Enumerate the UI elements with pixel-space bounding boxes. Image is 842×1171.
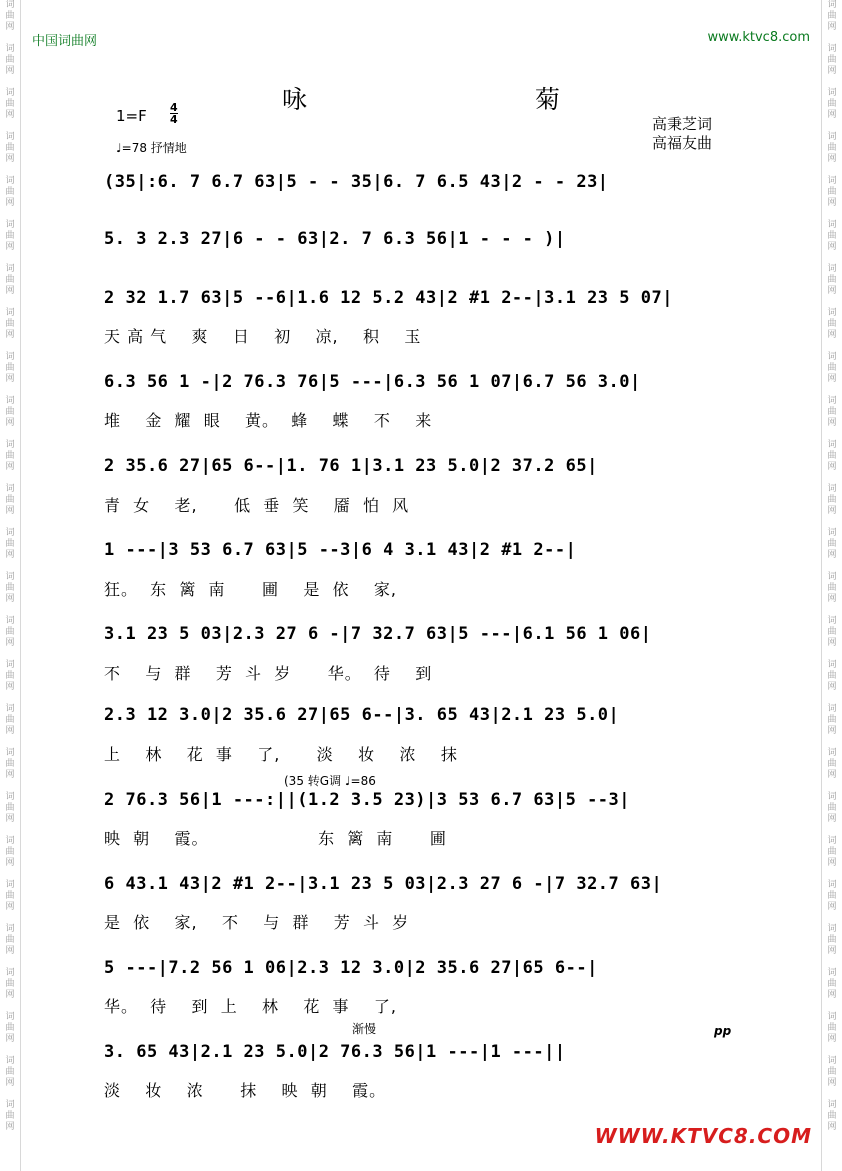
notation-line: 3. 65 43|2.1 23 5.0|2 76.3 56|1 ---|1 ---|| — [104, 1042, 566, 1062]
site-url[interactable]: www.ktvc8.com — [707, 30, 810, 45]
notation-line: 2 35.6 27|65 6--|1. 76 1|3.1 23 5.0|2 37.2 65| — [104, 456, 598, 476]
notation-line: 5 ---|7.2 56 1 06|2.3 12 3.0|2 35.6 27|65 6--| — [104, 958, 598, 978]
brand-logo: WWW.KTVC8.COM — [594, 1124, 812, 1148]
key-signature: 1=F — [116, 107, 147, 125]
left-margin-line — [20, 0, 21, 1171]
left-watermark-column: 词 曲 网 词 曲 网 词 曲 网 词 曲 网 词 曲 网 词 曲 网 词 曲 网 词 曲 网 词 曲 网 词 曲 网 词 曲 网 词 曲 网 词 曲 网 词 曲 网 词 曲 网 词 曲 网 词 曲 网 词 曲 网 词 曲 网 词 曲 网 词 曲 网 词 曲 网 词 曲 网 词 曲 网 词 曲 网 词 曲 网 — [5, 0, 15, 1132]
lyric-line: 华。 待 到 上 林 花 事 了, — [104, 997, 397, 1016]
meter-top: 4 — [170, 101, 178, 114]
notation-line: (35|:6. 7 6.7 63|5 - - 35|6. 7 6.5 43|2 - - 23| — [104, 172, 609, 192]
lyricist: 高秉芝词 — [652, 115, 713, 133]
site-name[interactable]: 中国词曲网 — [32, 34, 98, 49]
notation-line: 6 43.1 43|2 #1 2--|3.1 23 5 03|2.3 27 6 -|7 32.7 63| — [104, 874, 663, 894]
notation-line: 6.3 56 1 -|2 76.3 76|5 ---|6.3 56 1 07|6.7 56 3.0| — [104, 372, 641, 392]
lyric-line: 是 依 家, 不 与 群 芳 斗 岁 — [104, 913, 410, 932]
right-watermark-column: 词 曲 网 词 曲 网 词 曲 网 词 曲 网 词 曲 网 词 曲 网 词 曲 网 词 曲 网 词 曲 网 词 曲 网 词 曲 网 词 曲 网 词 曲 网 词 曲 网 词 曲 网 词 曲 网 词 曲 网 词 曲 网 词 曲 网 词 曲 网 词 曲 网 词 曲 网 词 曲 网 词 曲 网 词 曲 网 词 曲 网 — [827, 0, 837, 1132]
lyric-line: 淡 妆 浓 抹 映 朝 霞。 — [104, 1081, 387, 1100]
lyric-line: 映 朝 霞。 东 篱 南 圃 — [104, 829, 447, 848]
right-margin-line — [821, 0, 822, 1171]
lyric-line: 狂。 东 篱 南 圃 是 依 家, — [104, 580, 397, 599]
notation-line: 2 32 1.7 63|5 --6|1.6 12 5.2 43|2 #1 2--|3.1 23 5 07| — [104, 288, 673, 308]
tempo-marking: ♩=78 抒情地 — [116, 141, 187, 155]
lyric-line: 青 女 老, 低 垂 笑 靥 怕 风 — [104, 496, 410, 515]
song-title: 咏 菊 — [282, 85, 670, 114]
time-signature — [170, 102, 178, 125]
notation-line: 2.3 12 3.0|2 35.6 27|65 6--|3. 65 43|2.1 23 5.0| — [104, 705, 620, 725]
meter-bottom: 4 — [170, 113, 178, 126]
modulation-note: (35 转G调 ♩=86 — [284, 774, 376, 788]
composer: 高福友曲 — [652, 134, 713, 152]
dynamic-marking: pp — [714, 1024, 732, 1038]
ritardando-marking: 渐慢 — [352, 1022, 377, 1036]
notation-line: 2 76.3 56|1 ---:||(1.2 3.5 23)|3 53 6.7 63|5 --3| — [104, 790, 631, 810]
notation-line: 1 ---|3 53 6.7 63|5 --3|6 4 3.1 43|2 #1 2--| — [104, 540, 577, 560]
lyric-line: 不 与 群 芳 斗 岁 华。 待 到 — [104, 664, 433, 683]
credits — [652, 115, 712, 153]
lyric-line: 天 高 气 爽 日 初 凉, 积 玉 — [104, 327, 422, 346]
lyric-line: 堆 金 耀 眼 黄。 蜂 蝶 不 来 — [104, 411, 433, 430]
notation-line: 5. 3 2.3 27|6 - - 63|2. 7 6.3 56|1 - - - )| — [104, 229, 566, 249]
lyric-line: 上 林 花 事 了, 淡 妆 浓 抹 — [104, 745, 458, 764]
notation-line: 3.1 23 5 03|2.3 27 6 -|7 32.7 63|5 ---|6.1 56 1 06| — [104, 624, 652, 644]
